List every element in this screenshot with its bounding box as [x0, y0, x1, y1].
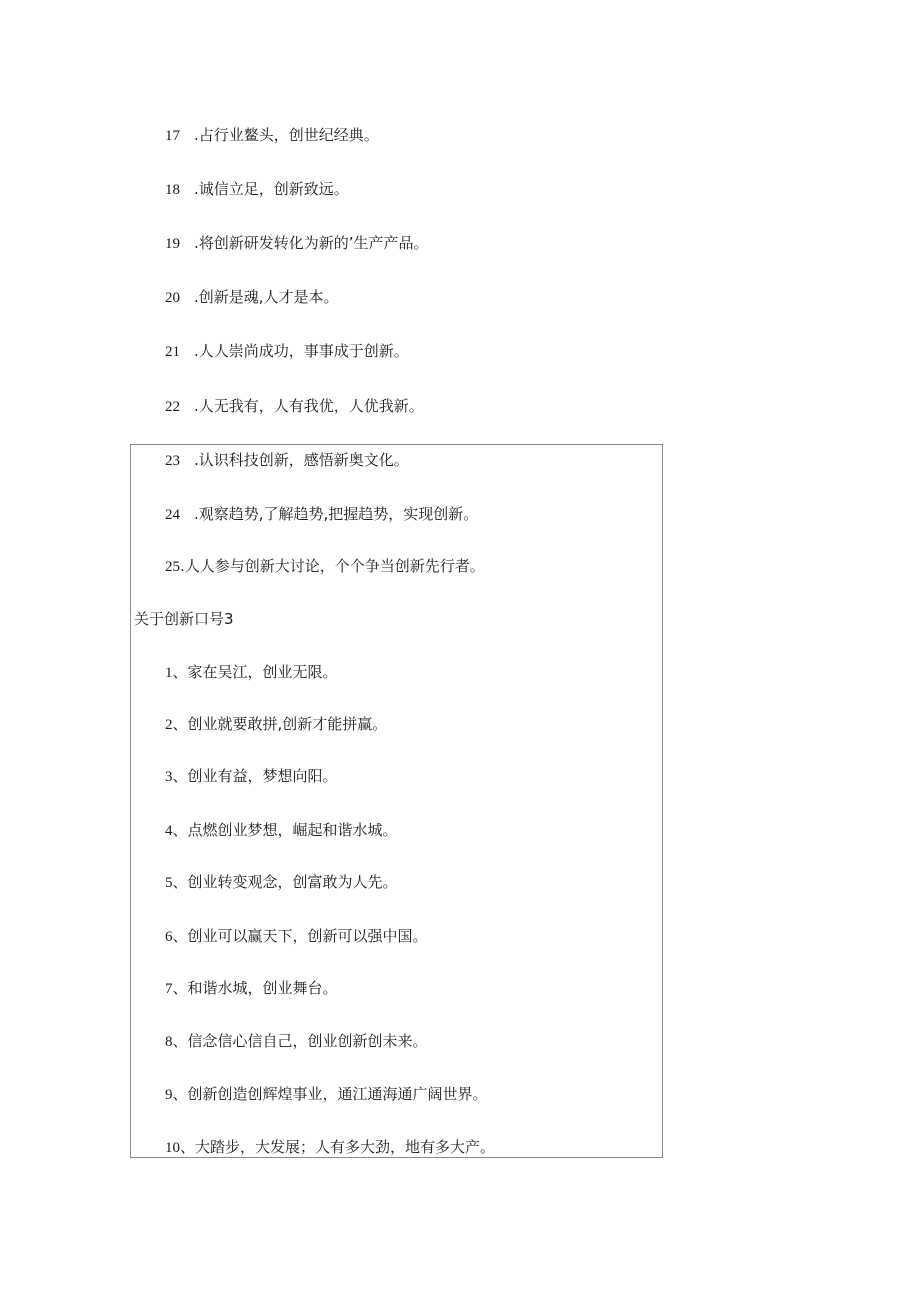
list-item — [165, 233, 429, 254]
item-text: .认识科技创新，感悟新奥文化。 — [194, 451, 409, 469]
item-text: .人人参与创新大讨论，个个争当创新先行者。 — [180, 557, 485, 575]
item-number: 6 — [165, 929, 173, 945]
item-number: 5 — [165, 875, 173, 891]
item-number: 4 — [165, 823, 173, 839]
item-number: 2 — [165, 717, 173, 733]
item-number: 7 — [165, 981, 173, 997]
item-text: .人人崇尚成功，事事成于创新。 — [194, 342, 409, 360]
list-item — [165, 179, 349, 200]
item-number: 3 — [165, 769, 173, 785]
item-text: 、信念信心信自己，创业创新创未来。 — [172, 1032, 428, 1050]
item-number: 21 — [165, 344, 180, 360]
list-item — [165, 1084, 488, 1105]
item-number: 1 — [165, 665, 173, 681]
item-text: 、家在吴江，创业无限。 — [172, 663, 338, 681]
item-number: 25 — [165, 559, 180, 575]
item-text: 、大踏步，大发展；人有多大劲，地有多大产。 — [180, 1138, 496, 1156]
item-text: 、创业可以赢天下，创新可以强中国。 — [172, 927, 428, 945]
item-text: .将创新研发转化为新的’生产产品。 — [194, 234, 429, 252]
section-heading: 关于创新口号3 — [134, 610, 234, 628]
item-text: .人无我有，人有我优，人优我新。 — [194, 397, 424, 415]
item-text: .诚信立足，创新致远。 — [194, 180, 349, 198]
list-item — [165, 1031, 428, 1052]
item-text: 、创业有益，梦想向阳。 — [172, 767, 338, 785]
item-number: 20 — [165, 290, 180, 306]
item-text: 、和谐水城，创业舞台。 — [172, 979, 338, 997]
list-item — [165, 125, 379, 146]
item-text: .占行业鳌头，创世纪经典。 — [194, 126, 379, 144]
list-item — [165, 820, 398, 841]
item-number: 8 — [165, 1034, 173, 1050]
list-item — [165, 341, 409, 362]
item-text: .观察趋势,了解趋势,把握趋势，实现创新。 — [194, 505, 479, 523]
list-item — [165, 396, 424, 417]
item-number: 9 — [165, 1087, 173, 1103]
list-item — [165, 504, 478, 525]
list-item — [165, 662, 338, 683]
list-item — [165, 556, 485, 577]
item-text: 、点燃创业梦想，崛起和谐水城。 — [172, 821, 398, 839]
item-number: 23 — [165, 453, 180, 469]
list-item — [165, 872, 398, 893]
list-item — [165, 926, 428, 947]
item-number: 10 — [165, 1140, 180, 1156]
list-item — [165, 714, 387, 735]
item-number: 22 — [165, 399, 180, 415]
item-number: 17 — [165, 128, 180, 144]
item-text: 、创业就要敢拼,创新才能拼赢。 — [172, 715, 388, 733]
item-number: 19 — [165, 236, 180, 252]
list-item — [165, 287, 339, 308]
item-number: 24 — [165, 507, 180, 523]
item-text: 、创新创造创辉煌事业，通江通海通广阔世界。 — [172, 1085, 488, 1103]
list-item — [165, 766, 338, 787]
list-item — [165, 1137, 495, 1158]
list-item — [165, 450, 409, 471]
item-number: 18 — [165, 182, 180, 198]
list-item — [165, 978, 338, 999]
item-text: .创新是魂,人才是本。 — [194, 288, 339, 306]
item-text: 、创业转变观念，创富敢为人先。 — [172, 873, 398, 891]
